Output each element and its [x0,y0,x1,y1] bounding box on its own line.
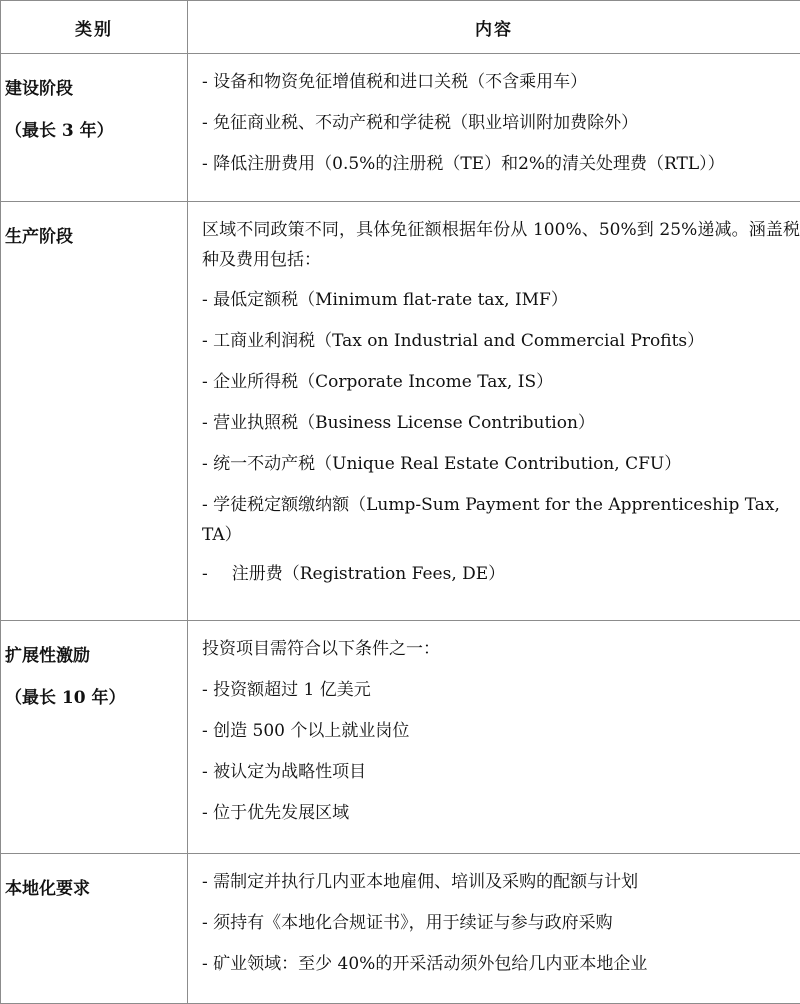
category-label: 扩展性激励 [5,635,187,677]
list-item: - 企业所得税（Corporate Income Tax, IS） [202,362,800,403]
list-item: - 最低定额税（Minimum flat-rate tax, IMF） [202,280,800,321]
list-item: - 营业执照税（Business License Contribution） [202,403,800,444]
list-item: - 免征商业税、不动产税和学徒税（职业培训附加费除外） [202,103,800,144]
list-item: - 学徒税定额缴纳额（Lump-Sum Payment for the Apprenticeship Tax, TA） [202,485,800,554]
list-item: - 矿业领域：至少 40%的开采活动须外包给几内亚本地企业 [202,944,800,985]
intro-text: 区域不同政策不同，具体免征额根据年份从 100%、50%到 25%递减。涵盖税种及费用包括： [202,210,800,280]
list-dash: - [202,564,208,584]
content-cell [188,621,800,854]
list-item [202,554,800,595]
category-cell [1,202,188,621]
category-label: 建设阶段 [5,68,187,110]
list-item: - 需制定并执行几内亚本地雇佣、培训及采购的配额与计划 [202,862,800,903]
category-cell [1,621,188,854]
list-item: - 须持有《本地化合规证书》，用于续证与参与政府采购 [202,903,800,944]
category-sublabel: （最长 10 年） [5,677,187,719]
table-row [1,854,800,1004]
header-content: 内容 [188,1,800,54]
list-item: - 位于优先发展区域 [202,793,800,834]
category-sublabel: （最长 3 年） [5,110,187,152]
list-item: - 统一不动产税（Unique Real Estate Contribution, CFU） [202,444,800,485]
list-item-text: 注册费（Registration Fees, DE） [232,564,505,584]
category-label: 本地化要求 [5,868,187,910]
header-category: 类别 [1,1,188,54]
content-cell [188,54,800,202]
content-cell [188,854,800,1004]
table-row [1,54,800,202]
list-item: - 创造 500 个以上就业岗位 [202,711,800,752]
category-cell [1,54,188,202]
list-item: - 工商业利润税（Tax on Industrial and Commercial Profits） [202,321,800,362]
list-item: - 降低注册费用（0.5%的注册税（TE）和2%的清关处理费（RTL）） [202,144,800,185]
content-cell [188,202,800,621]
list-item: - 投资额超过 1 亿美元 [202,670,800,711]
table-row [1,621,800,854]
intro-text: 投资项目需符合以下条件之一： [202,629,800,670]
table-header-row [1,1,800,54]
list-item: - 被认定为战略性项目 [202,752,800,793]
category-label: 生产阶段 [5,216,187,258]
table-row [1,202,800,621]
list-item: - 设备和物资免征增值税和进口关税（不含乘用车） [202,62,800,103]
category-cell [1,854,188,1004]
